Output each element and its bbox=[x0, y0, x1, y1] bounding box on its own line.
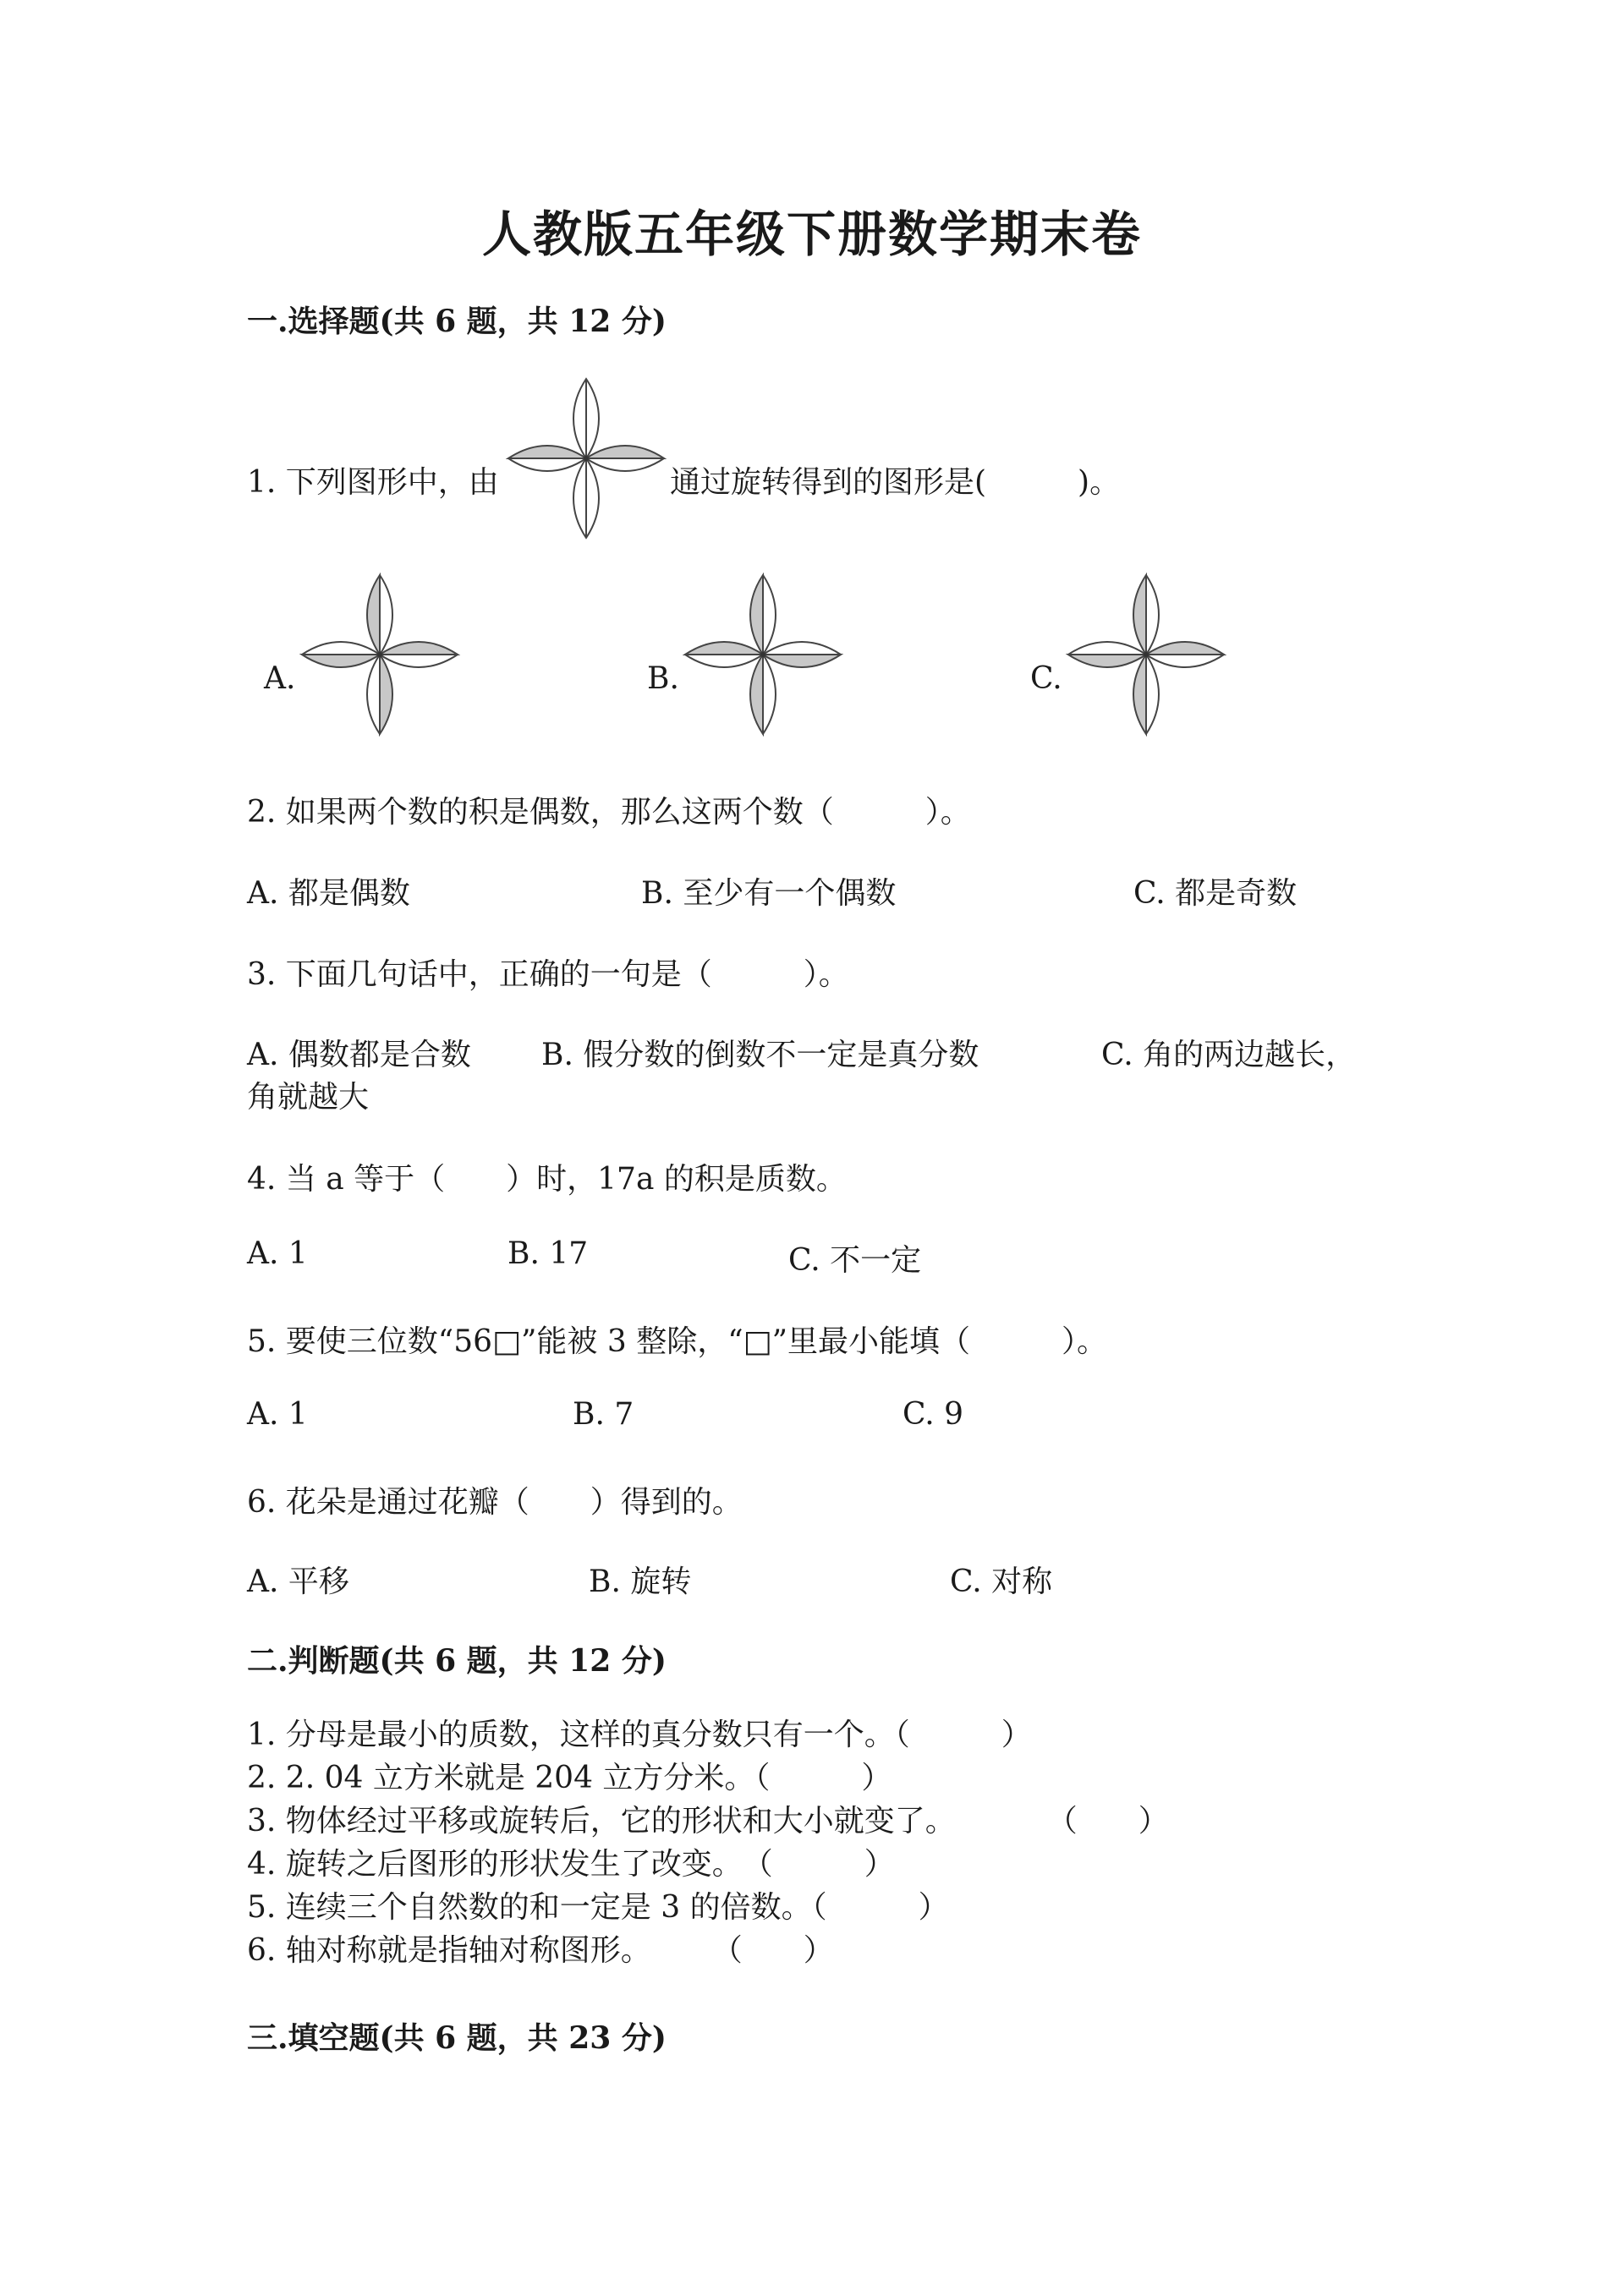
q6-option-a[interactable]: A. 平移 bbox=[247, 1564, 349, 1599]
q1-option-a-figure[interactable] bbox=[302, 575, 458, 734]
judge-item-1: 1. 分母是最小的质数，这样的真分数只有一个。（ ） bbox=[247, 1718, 1032, 1752]
q5-option-c[interactable]: C. 9 bbox=[903, 1397, 964, 1432]
q1-option-c-figure[interactable] bbox=[1068, 575, 1224, 734]
q3-option-b[interactable]: B. 假分数的倒数不一定是真分数 bbox=[541, 1038, 979, 1072]
q6-option-b[interactable]: B. 旋转 bbox=[589, 1564, 692, 1599]
q1-prefix: 1. 下列图形中，由 bbox=[247, 465, 499, 500]
section-heading-choice: 一.选择题(共 6 题，共 12 分) bbox=[247, 304, 667, 339]
q1-option-b[interactable]: B. bbox=[647, 661, 679, 696]
page-title: 人教版五年级下册数学期末卷 bbox=[481, 205, 1142, 263]
q1-flower-figure bbox=[508, 379, 664, 538]
q4-option-b[interactable]: B. 17 bbox=[508, 1236, 589, 1271]
q1-option-b-figure[interactable] bbox=[685, 575, 841, 734]
q3-option-a[interactable]: A. 偶数都是合数 bbox=[247, 1038, 471, 1072]
q1-option-c[interactable]: C. bbox=[1030, 661, 1062, 696]
q2-stem: 2. 如果两个数的积是偶数，那么这两个数（ ）。 bbox=[247, 795, 971, 830]
q6-stem: 6. 花朵是通过花瓣（ ）得到的。 bbox=[247, 1485, 743, 1520]
q2-option-c[interactable]: C. 都是奇数 bbox=[1133, 876, 1298, 911]
q1-suffix: 通过旋转得到的图形是( )。 bbox=[670, 465, 1121, 500]
q1-option-a[interactable]: A. bbox=[264, 661, 296, 696]
q3-stem: 3. 下面几句话中，正确的一句是（ ）。 bbox=[247, 957, 849, 992]
judge-item-4: 4. 旋转之后图形的形状发生了改变。 （ ） bbox=[247, 1847, 895, 1882]
section-heading-judge: 二.判断题(共 6 题，共 12 分) bbox=[247, 1643, 667, 1679]
q4-stem: 4. 当 a 等于（ ）时，17a 的积是质数。 bbox=[247, 1162, 847, 1197]
section-heading-fill: 三.填空题(共 6 题，共 23 分) bbox=[247, 2020, 667, 2056]
q5-stem: 5. 要使三位数“56□”能被 3 整除，“□”里最小能填（ ）。 bbox=[247, 1324, 1108, 1359]
q3-option-c[interactable]: C. 角的两边越长， bbox=[1101, 1038, 1357, 1072]
q2-option-a[interactable]: A. 都是偶数 bbox=[247, 876, 410, 911]
q4-option-a[interactable]: A. 1 bbox=[247, 1236, 308, 1271]
q4-option-c[interactable]: C. 不一定 bbox=[788, 1243, 922, 1278]
q2-option-b[interactable]: B. 至少有一个偶数 bbox=[641, 876, 897, 911]
judge-item-2: 2. 2. 04 立方米就是 204 立方分米。（ ） bbox=[247, 1761, 892, 1795]
q3-option-c-continued: 角就越大 bbox=[247, 1080, 370, 1115]
q5-option-b[interactable]: B. 7 bbox=[573, 1397, 634, 1432]
q5-option-a[interactable]: A. 1 bbox=[247, 1397, 308, 1432]
judge-item-3: 3. 物体经过平移或旋转后，它的形状和大小就变了。 （ ） bbox=[247, 1804, 1169, 1838]
judge-item-5: 5. 连续三个自然数的和一定是 3 的倍数。（ ） bbox=[247, 1890, 949, 1925]
q6-option-c[interactable]: C. 对称 bbox=[950, 1564, 1053, 1599]
judge-item-6: 6. 轴对称就是指轴对称图形。 （ ） bbox=[247, 1933, 834, 1968]
